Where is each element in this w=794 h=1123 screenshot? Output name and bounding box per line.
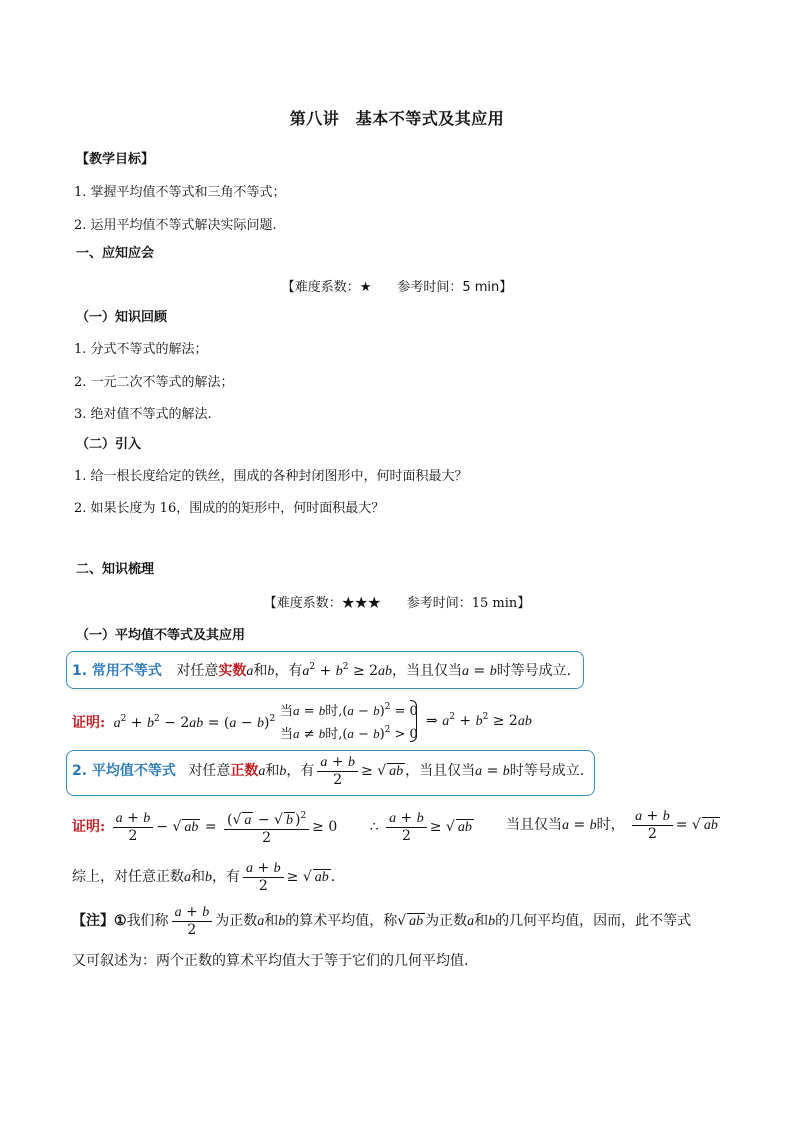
proof1-line: 证明: $a^2 + b^2 - 2ab = (a - b)^2$ (72, 714, 276, 731)
keyword-real: 实数 (218, 663, 247, 679)
therefore-symbol: ∴ (369, 819, 379, 835)
summary-line: 综上，对任意正数a和b，有 $\frac{a + b}{2}$ ≥ √ ab . (72, 860, 336, 894)
intro-item-1: 1. 给一根长度给定的铁丝，围成的各种封闭图形中，何时面积最大？ (74, 469, 468, 484)
case-brace (410, 700, 417, 742)
review-heading: （一）知识回顾 (76, 310, 168, 325)
sub1-heading: （一）平均值不等式及其应用 (76, 628, 246, 643)
review-item-3: 3. 绝对值不等式的解法. (74, 407, 212, 422)
circled-one: ① (114, 913, 127, 929)
page-title: 第八讲 基本不等式及其应用 (289, 109, 505, 128)
section2-heading: 二、知识梳理 (76, 562, 155, 577)
proof1-case-1: 当a = b时$,(a - b)^2 = 0$ (280, 702, 418, 719)
goal-item-2: 2. 运用平均值不等式解决实际问题. (74, 218, 277, 233)
proof1-label: 证明: (72, 715, 106, 731)
proof2-label: 证明: (72, 819, 106, 835)
goal-item-1: 1. 掌握平均值不等式和三角不等式； (74, 185, 286, 200)
note-line-1: 【注】①我们称 $\frac{a + b}{2}$ 为正数a和b的算术平均值，称√ ab 为正数a和b的几何平均值，因而，此不等式 (72, 904, 692, 938)
proof2-equality: 当且仅当a = b时， $\frac{a + b}{2}$ = √ ab (506, 808, 718, 842)
proof1-case-2: 当a ≠ b时$,(a - b)^2 > 0$ (280, 725, 418, 742)
intro-heading: （二）引入 (76, 437, 142, 452)
box2-label: 2. 平均值不等式 (72, 763, 176, 779)
intro-item-2: 2. 如果长度为 16，围成的的矩形中，何时面积最大？ (74, 501, 385, 516)
note-label: 【注】 (72, 913, 114, 929)
note-line-2: 又可叙述为：两个正数的算术平均值大于等于它们的几何平均值. (72, 953, 469, 969)
keyword-positive: 正数 (230, 763, 259, 779)
section2-difficulty: 【难度系数：★★★ 参考时间：15 min】 (263, 596, 531, 611)
section1-heading: 一、应知应会 (76, 246, 155, 261)
box1-label: 1. 常用不等式 (72, 663, 162, 679)
goals-heading: 【教学目标】 (76, 152, 155, 167)
section1-difficulty: 【难度系数：★ 参考时间：5 min】 (281, 280, 513, 295)
common-inequality-statement: 1. 常用不等式 对任意实数a和b，有$a^2 + b^2 \ge 2ab$，当且仅当a = b时等号成立. (72, 662, 572, 679)
review-item-2: 2. 一元二次不等式的解法； (74, 375, 234, 390)
review-item-1: 1. 分式不等式的解法； (74, 342, 208, 357)
proof2-line: 证明: $\frac{a + b}{2}$ − √ ab = $\frac{(√ a - √ b )^2}{2}$ ≥ 0 ∴ $\frac{a + b}{2}$ ≥ √ ab (72, 810, 472, 846)
proof1-conclusion: ⇒ $a^2 + b^2 \ge 2ab$ (426, 712, 532, 729)
mean-inequality-statement: 2. 平均值不等式 对任意正数a和b，有 $\frac{a + b}{2}$ ≥ √ ab ，当且仅当a = b时等号成立. (72, 754, 585, 788)
